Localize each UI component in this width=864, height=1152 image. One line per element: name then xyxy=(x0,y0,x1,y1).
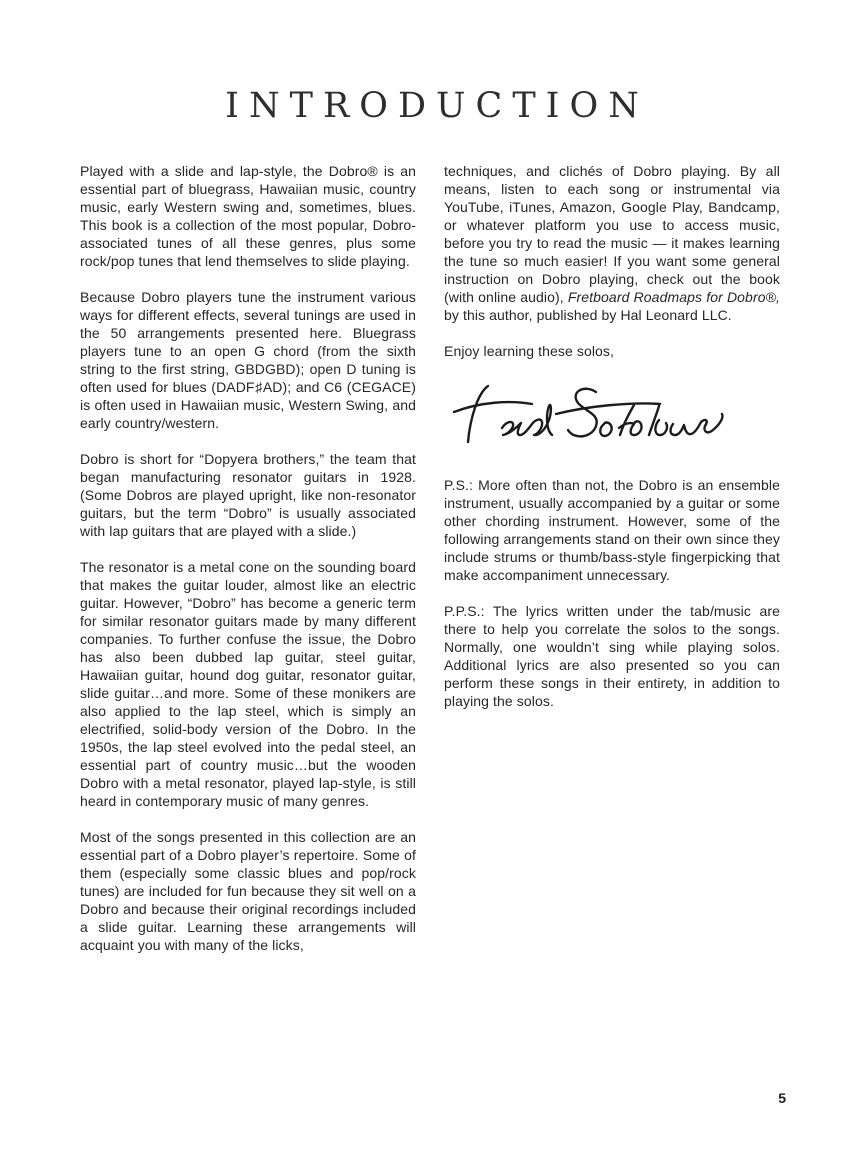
pps-paragraph: P.P.S.: The lyrics written under the tab/music are there to help you correlate the solos to the songs. Normally, one wouldn’t sing while playing solos. Additional lyrics are also presented so you can perform these songs in their entirety, in addition to playing the solos. xyxy=(444,603,780,709)
page-title: INTRODUCTION xyxy=(225,86,649,126)
text-columns xyxy=(80,162,781,972)
paragraph-text: by this author, published by Hal Leonard LLC. xyxy=(444,307,732,323)
paragraph: Dobro is short for “Dopyera brothers,” the team that began manufacturing resonator guitars in 1928. (Some Dobros are played upright, like non-resonator guitars, but the term “Dobro” is usually associated with lap guitars that are played with a slide.) xyxy=(80,451,416,539)
paragraph: Because Dobro players tune the instrument various ways for different effects, several tunings are used in the 50 arrangements presented here. Bluegrass players tune to an open G chord (from the sixth string to the first string, GBDGBD); open D tuning is often used for blues (DADF♯AD); and C6 (CEGACE) is often used in Hawaiian music, Western Swing, and early country/western. xyxy=(80,289,416,431)
page-number: 5 xyxy=(778,1090,786,1106)
paragraph: Played with a slide and lap-style, the Dobro® is an essential part of bluegrass, Hawaiian music, country music, early Western swing and, sometimes, blues. This book is a collection of the most popular, Dobro-associated tunes of all these genres, plus some rock/pop tunes that lend themselves to slide playing. xyxy=(80,163,416,269)
signature xyxy=(444,378,734,450)
paragraph-text: techniques, and clichés of Dobro playing. By all means, listen to each song or instrumental via YouTube, iTunes, Amazon, Google Play, Bandcamp, or whatever platform you use to access music, before you try to read the music — it makes learning the tune so much easier! If you want some general instruction on Dobro playing, check out the book (with online audio), xyxy=(444,163,780,305)
ps-paragraph: P.S.: More often than not, the Dobro is an ensemble instrument, usually accompanied by a guitar or some other chording instrument. However, some of the following arrangements stand on their own since they include strums or thumb/bass-style fingerpicking that make accompaniment unnecessary. xyxy=(444,477,780,583)
left-column xyxy=(80,162,416,972)
paragraph: Most of the songs presented in this collection are an essential part of a Dobro player’s repertoire. Some of them (especially some classic blues and pop/rock tunes) are included for fun because they sit well on a Dobro and because their original recordings included a slide guitar. Learning these arrangements will acquaint you with many of the licks, xyxy=(80,829,416,953)
paragraph xyxy=(444,162,780,324)
right-column xyxy=(444,162,780,972)
closing-line: Enjoy learning these solos, xyxy=(444,343,615,359)
signature-icon xyxy=(444,378,734,450)
book-title-italic: Fretboard Roadmaps for Dobro®, xyxy=(567,289,780,305)
paragraph: The resonator is a metal cone on the sounding board that makes the guitar louder, almost like an electric guitar. However, “Dobro” has become a generic term for similar resonator guitars made by many different companies. To further confuse the issue, the Dobro has also been dubbed lap guitar, steel guitar, Hawaiian guitar, hound dog guitar, resonator guitar, slide guitar…and more. Some of these monikers are also applied to the lap steel, which is simply an electrified, solid-body version of the Dobro. In the 1950s, the lap steel evolved into the pedal steel, an essential part of country music…but the wooden Dobro with a metal resonator, played lap-style, is still heard in contemporary music of many genres. xyxy=(80,559,416,809)
